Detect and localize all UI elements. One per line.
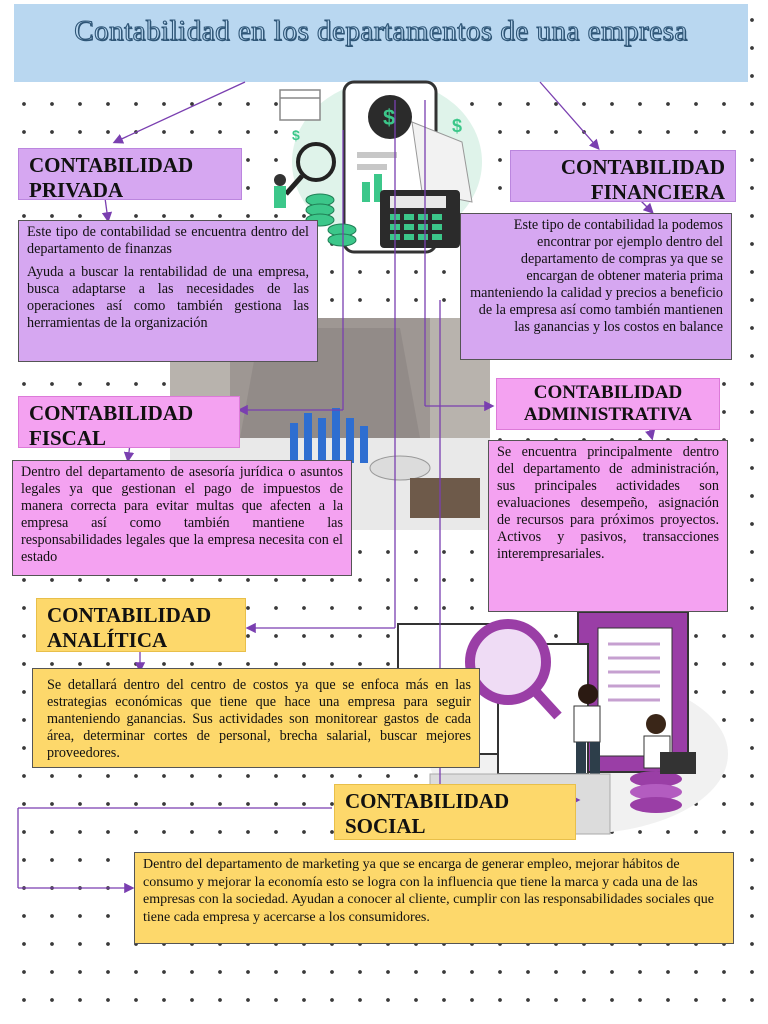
label-contabilidad-analitica: CONTABILIDAD ANALÍTICA [36,598,246,652]
label-contabilidad-privada: CONTABILIDAD PRIVADA [18,148,242,200]
desc-contabilidad-privada [18,220,318,362]
svg-text:$: $ [383,105,396,130]
svg-text:$: $ [292,127,300,143]
desc-privada-1: Este tipo de contabilidad se encuentra dentro del departamento de finanzas [27,224,309,257]
label-contabilidad-fiscal: CONTABILIDAD FISCAL [18,396,240,448]
svg-text:$: $ [452,116,463,136]
desc-contabilidad-fiscal: Dentro del departamento de asesoría jurídica o asuntos legales ya que gestionan el pago de impuestos de manera correcta para evitar multas que afecten a la empresa así como también mantiene las responsabilidades legales que la empresa necesita con el estado [12,460,352,576]
desc-contabilidad-financiera: Este tipo de contabilidad la podemos encontrar por ejemplo dentro del departamento de compras ya que se encargan de obtener materia prima manteniendo la calidad y precios a beneficio de la empresa así como también mantienen las ganancias y los costos en balance [460,213,732,360]
label-contabilidad-financiera: CONTABILIDAD FINANCIERA [510,150,736,202]
desc-contabilidad-social: Dentro del departamento de marketing ya que se encarga de generar empleo, mejorar hábitos de consumo y mejorar la economía esto se logra con la influencia que tiene la marca y cada una de las empresas con la sociedad. Ayudan a conocer al cliente, cumplir con las responsabilidades sociales que tiene cada empresa y acercarse a los consumidores. [134,852,734,944]
label-contabilidad-administrativa: CONTABILIDAD ADMINISTRATIVA [496,378,720,430]
label-contabilidad-social: CONTABILIDAD SOCIAL [334,784,576,840]
desc-contabilidad-administrativa: Se encuentra principalmente dentro del departamento de administración, sus principales actividades son evaluaciones desempeño, asignación de recursos para próximos proyectos. Activos y pasivos, transacciones interempresariales. [488,440,728,612]
desc-contabilidad-analitica: Se detallará dentro del centro de costos ya que se enfoca más en las estrategias económicas que tiene que hace una empresa para seguir manteniendo ganancias. Sus actividades son monitorear gastos de cada área, determinar cortes de personal, brecha salarial, buscar mejores proveedores. [32,668,480,768]
desc-privada-2: Ayuda a buscar la rentabilidad de una empresa, busca adaptarse a las necesidades de las operaciones así como también gestiona las herramientas de la organización [27,264,309,331]
page-title: Contabilidad en los departamentos de una empresa [74,15,688,47]
